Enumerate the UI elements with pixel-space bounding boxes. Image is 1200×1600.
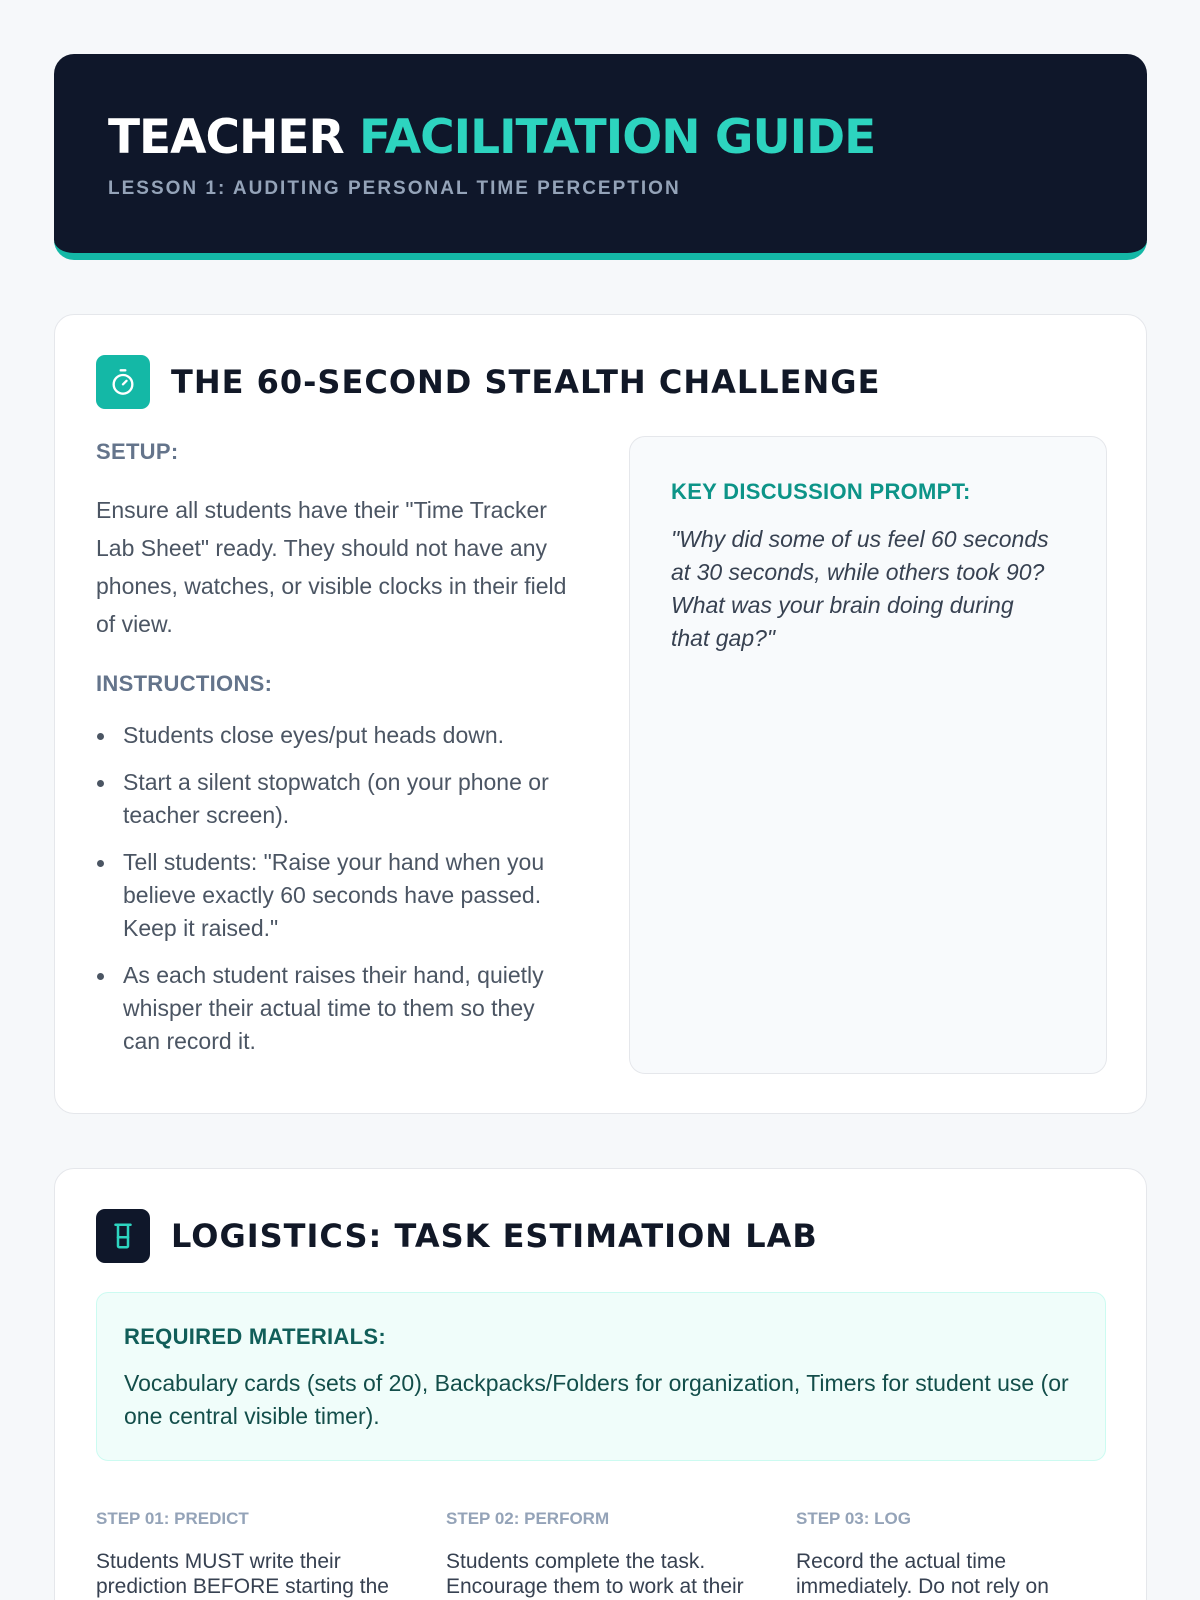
beaker-icon — [96, 1209, 150, 1263]
logistics-title-row — [96, 1209, 818, 1263]
setup-label: SETUP: — [96, 439, 179, 464]
title-accent: FACILITATION GUIDE — [359, 110, 876, 165]
list-item: Students close eyes/put heads down. — [96, 719, 576, 752]
challenge-title-row — [96, 355, 880, 409]
logistics-title: LOGISTICS: TASK ESTIMATION LAB — [171, 1217, 818, 1255]
prompt-label: KEY DISCUSSION PROMPT: — [671, 479, 971, 504]
challenge-title: THE 60-SECOND STEALTH CHALLENGE — [171, 363, 881, 401]
step-label: STEP 02: PERFORM — [446, 1509, 610, 1528]
materials-box — [96, 1292, 1106, 1461]
step-predict — [96, 1509, 396, 1599]
challenge-details — [96, 439, 576, 1072]
step-text: Record the actual time immediately. Do not rely on — [796, 1550, 1049, 1598]
materials-text: Vocabulary cards (sets of 20), Backpacks/Folders for organization, Timers for student use (or one central visible timer). — [124, 1370, 1069, 1429]
challenge-card — [54, 314, 1147, 1114]
page-title — [108, 110, 875, 165]
materials-label: REQUIRED MATERIALS: — [124, 1324, 386, 1349]
instructions-list — [96, 719, 576, 1058]
step-label: STEP 03: LOG — [796, 1509, 911, 1528]
step-log — [796, 1509, 1096, 1599]
page-subtitle: LESSON 1: AUDITING PERSONAL TIME PERCEPTION — [108, 178, 681, 199]
stopwatch-icon — [96, 355, 150, 409]
page-header — [54, 54, 1147, 260]
list-item: As each student raises their hand, quietly whisper their actual time to them so they can record it. — [96, 959, 576, 1058]
list-item: Tell students: "Raise your hand when you believe exactly 60 seconds have passed. Keep it raised." — [96, 846, 576, 945]
step-perform — [446, 1509, 746, 1599]
logistics-card — [54, 1168, 1147, 1600]
step-text: Students complete the task. Encourage them to work at their — [446, 1550, 744, 1598]
title-main: TEACHER — [108, 110, 344, 165]
step-label: STEP 01: PREDICT — [96, 1509, 249, 1528]
prompt-text: "Why did some of us feel 60 seconds at 30 seconds, while others took 90? What was your brain doing during that gap?" — [671, 526, 1049, 651]
setup-text: Ensure all students have their "Time Tracker Lab Sheet" ready. They should not have any phones, watches, or visible clocks in their field of view. — [96, 497, 567, 637]
step-text: Students MUST write their prediction BEFORE starting the — [96, 1550, 389, 1598]
list-item: Start a silent stopwatch (on your phone or teacher screen). — [96, 766, 576, 832]
instructions-label: INSTRUCTIONS: — [96, 671, 273, 696]
discussion-prompt-box — [629, 436, 1107, 1074]
